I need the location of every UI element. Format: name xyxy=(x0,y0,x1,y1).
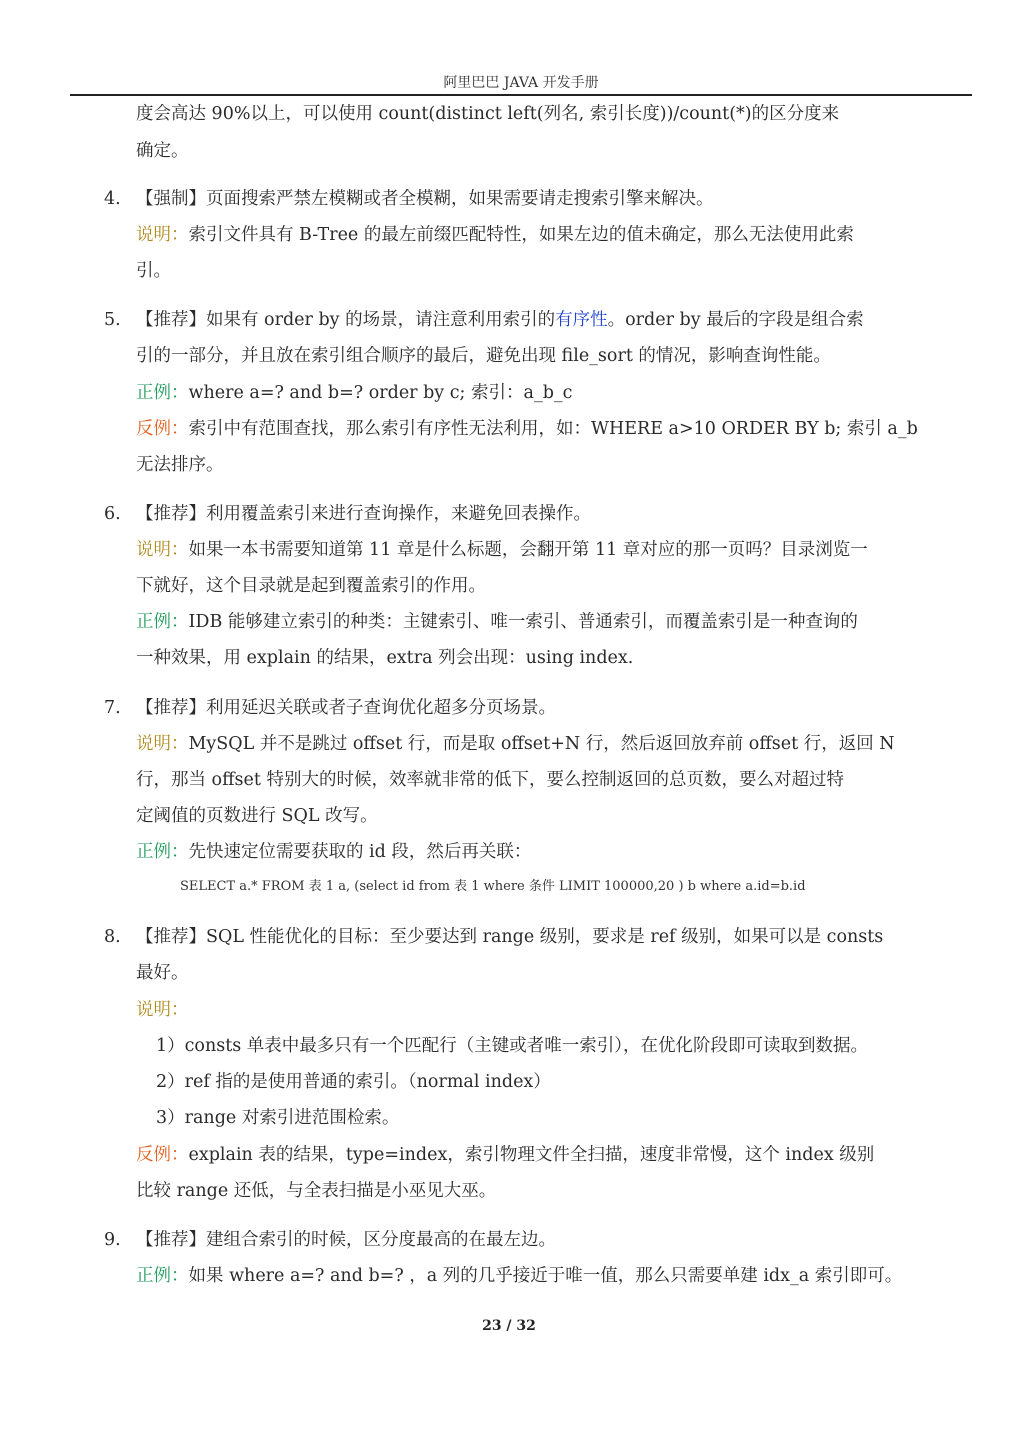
positive-label: 正例： xyxy=(136,612,189,632)
negative-line: 比较 range 还低，与全表扫描是小巫见大巫。 xyxy=(136,1181,497,1201)
note-line: 定阈值的页数进行 SQL 改写。 xyxy=(136,806,378,826)
note-label: 说明： xyxy=(136,540,189,560)
page-number: 23 / 32 xyxy=(482,1318,536,1334)
note-label: 说明： xyxy=(136,225,189,245)
note-line xyxy=(136,732,895,756)
positive-label: 正例： xyxy=(136,842,189,862)
item-title: 【强制】页面搜索严禁左模糊或者全模糊，如果需要请走搜索引擎来解决。 xyxy=(136,189,714,209)
note-line xyxy=(136,998,189,1022)
positive-text: 如果 where a=? and b=? ，a 列的几乎接近于唯一值，那么只需要单建 idx_a 索引即可。 xyxy=(188,1266,903,1286)
positive-text: 先快速定位需要获取的 id 段，然后再关联： xyxy=(188,842,532,862)
negative-example xyxy=(136,1143,874,1167)
note-line xyxy=(136,223,854,247)
sub-item: 3）range 对索引进范围检索。 xyxy=(156,1108,400,1128)
sub-item: 1）consts 单表中最多只有一个匹配行（主键或者唯一索引），在优化阶段即可读取到数据。 xyxy=(156,1036,869,1056)
item-title: 【推荐】建组合索引的时候，区分度最高的在最左边。 xyxy=(136,1230,556,1250)
note-line: 行，那当 offset 特别大的时候，效率就非常的低下，要么控制返回的总页数，要么对超过特 xyxy=(136,770,844,790)
negative-text: 索引中有范围查找，那么索引有序性无法利用，如：WHERE a>10 ORDER BY b; 索引 a_b xyxy=(188,419,918,439)
item-title-line: 最好。 xyxy=(136,963,189,983)
title-text: 【推荐】如果有 order by 的场景，请注意利用索引的 xyxy=(136,310,556,330)
positive-text: where a=? and b=? order by c; 索引：a_b_c xyxy=(188,383,573,403)
paragraph-line: 度会高达 90%以上，可以使用 count(distinct left(列名, 索引长度))/count(*)的区分度来 xyxy=(136,104,840,124)
positive-text: IDB 能够建立索引的种类：主键索引、唯一索引、普通索引，而覆盖索引是一种查询的 xyxy=(188,612,858,632)
item-title: 【推荐】利用覆盖索引来进行查询操作，来避免回表操作。 xyxy=(136,504,591,524)
note-text: MySQL 并不是跳过 offset 行，而是取 offset+N 行，然后返回放弃前 offset 行，返回 N xyxy=(188,734,895,754)
item-number: 5. xyxy=(104,310,121,330)
item-number: 7. xyxy=(104,698,121,718)
positive-example xyxy=(136,610,858,634)
negative-text: explain 表的结果，type=index，索引物理文件全扫描，速度非常慢，这个 index 级别 xyxy=(188,1145,875,1165)
paragraph-line: 确定。 xyxy=(136,141,189,161)
positive-example xyxy=(136,840,531,864)
note-line: 引。 xyxy=(136,261,171,281)
item-number: 6. xyxy=(104,504,121,524)
note-text: 索引文件具有 B-Tree 的最左前缀匹配特性，如果左边的值未确定，那么无法使用此索 xyxy=(188,225,854,245)
item-number: 4. xyxy=(104,189,121,209)
code-snippet: SELECT a.* FROM 表 1 a, (select id from 表 1 where 条件 LIMIT 100000,20 ) b where a.id=b.id xyxy=(180,879,806,894)
item-number: 9. xyxy=(104,1230,121,1250)
ordered-link[interactable]: 有序性 xyxy=(555,310,608,330)
note-line xyxy=(136,538,868,562)
negative-example xyxy=(136,417,918,441)
item-title-line: 引的一部分，并且放在索引组合顺序的最后，避免出现 file_sort 的情况，影响查询性能。 xyxy=(136,346,831,366)
negative-label: 反例： xyxy=(136,1145,189,1165)
sub-item: 2）ref 指的是使用普通的索引。（normal index） xyxy=(156,1072,551,1092)
item-title: 【推荐】利用延迟关联或者子查询优化超多分页场景。 xyxy=(136,698,556,718)
note-label: 说明： xyxy=(136,1000,189,1020)
item-title: 【推荐】SQL 性能优化的目标：至少要达到 range 级别，要求是 ref 级别，如果可以是 consts xyxy=(136,927,884,947)
note-label: 说明： xyxy=(136,734,189,754)
negative-line: 无法排序。 xyxy=(136,455,224,475)
page-header: 阿里巴巴 JAVA 开发手册 xyxy=(443,75,599,91)
positive-example xyxy=(136,1264,902,1288)
item-title xyxy=(136,308,864,332)
negative-label: 反例： xyxy=(136,419,189,439)
positive-line: 一种效果，用 explain 的结果，extra 列会出现：using index. xyxy=(136,648,634,668)
positive-label: 正例： xyxy=(136,383,189,403)
title-text: 。order by 最后的字段是组合索 xyxy=(607,310,864,330)
positive-example xyxy=(136,381,572,405)
item-number: 8. xyxy=(104,927,121,947)
note-line: 下就好，这个目录就是起到覆盖索引的作用。 xyxy=(136,576,486,596)
positive-label: 正例： xyxy=(136,1266,189,1286)
note-text: 如果一本书需要知道第 11 章是什么标题，会翻开第 11 章对应的那一页吗？目录浏览一 xyxy=(188,540,868,560)
